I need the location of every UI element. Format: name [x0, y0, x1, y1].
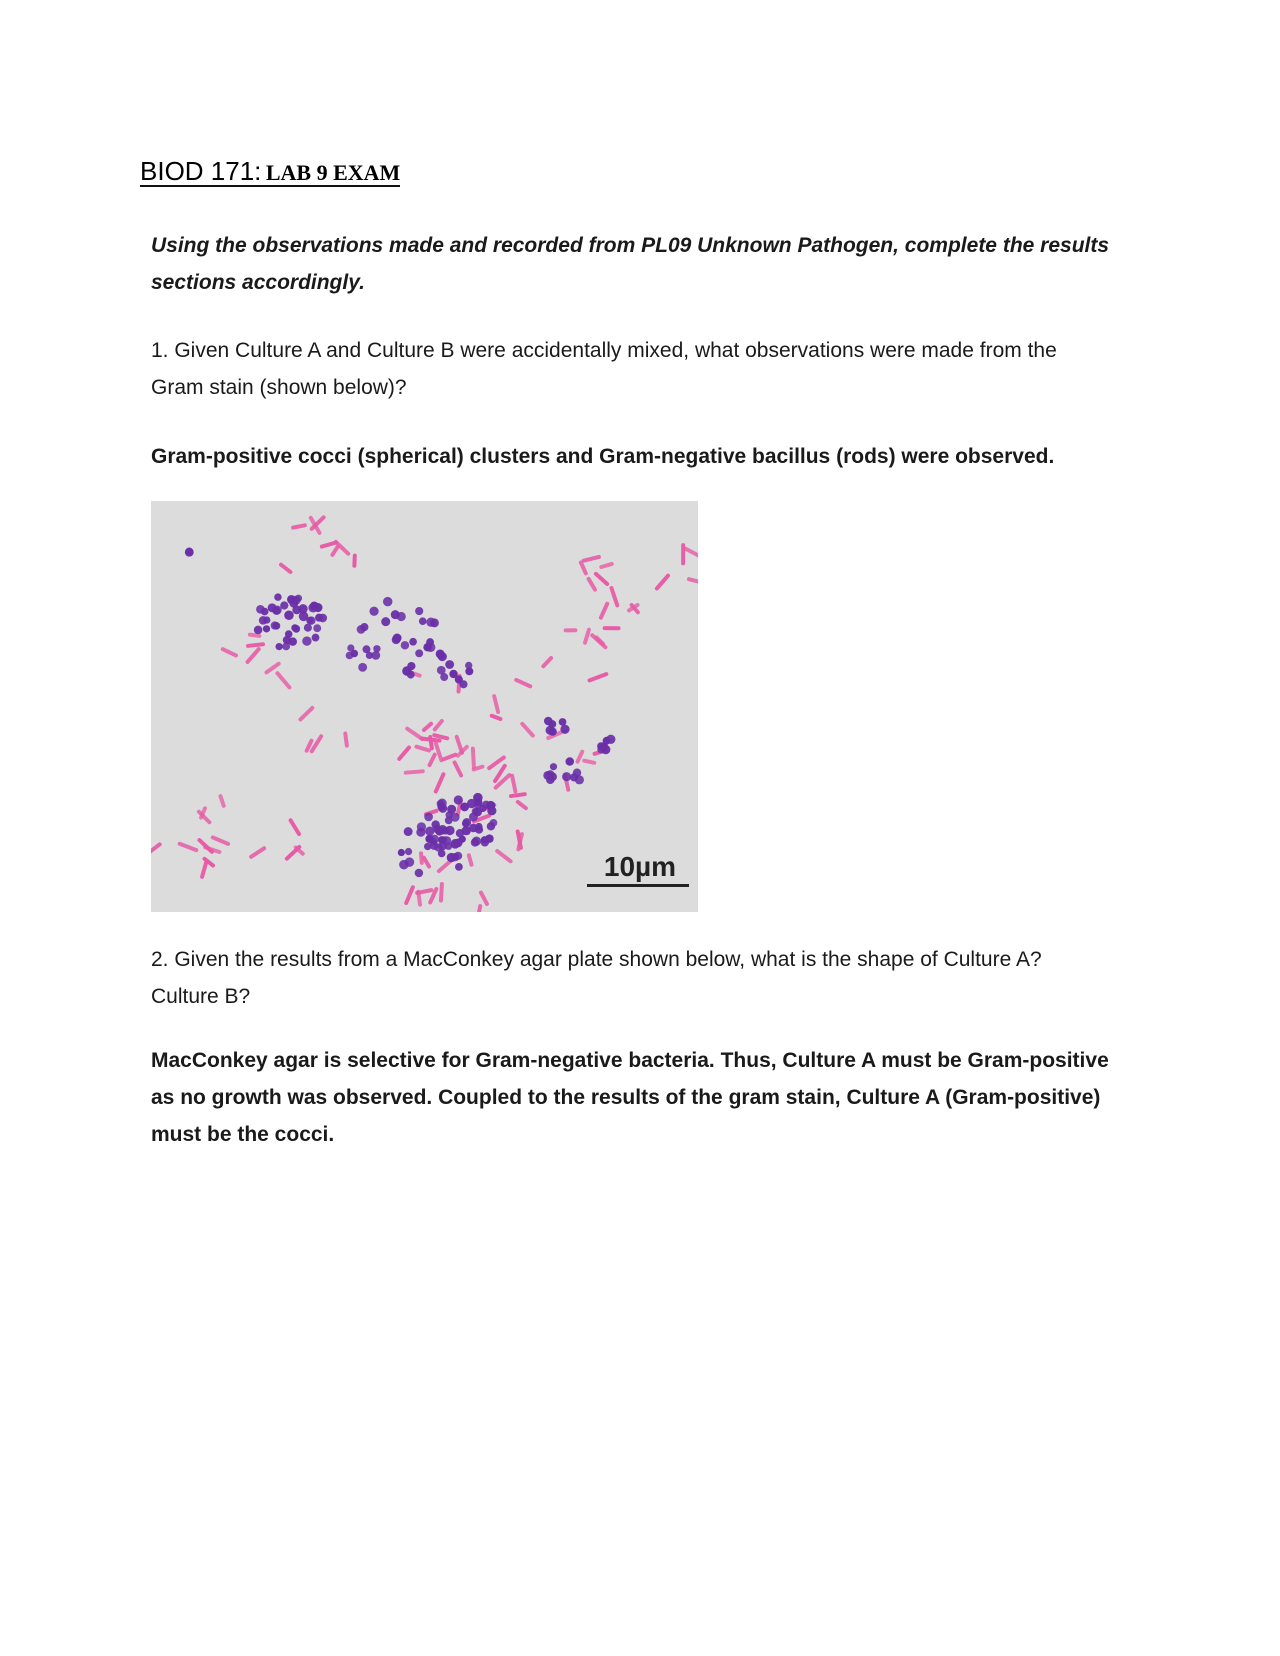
rod-cell [441, 884, 442, 900]
rod-cell [589, 579, 595, 590]
coccus-cell [280, 601, 288, 609]
rod-cell [406, 771, 423, 772]
rod-cell [332, 547, 337, 555]
coccus-cell [409, 638, 417, 646]
rod-cell [689, 579, 698, 581]
coccus-cell [426, 617, 435, 626]
coccus-cell [447, 805, 456, 814]
coccus-cell [548, 720, 556, 728]
rod-cell [444, 755, 456, 759]
coccus-cell [373, 645, 380, 652]
rod-cell [584, 557, 599, 561]
coccus-cell [597, 742, 605, 750]
coccus-cell [357, 625, 366, 634]
coccus-cell [304, 624, 312, 632]
coccus-cell [575, 775, 584, 784]
coccus-cell [313, 603, 322, 612]
coccus-cell [465, 667, 473, 675]
scale-bar-label: 10µm [603, 851, 677, 882]
coccus-cell [472, 836, 481, 845]
coccus-cell [425, 835, 433, 843]
rod-cell [430, 755, 435, 766]
coccus-cell [549, 728, 557, 736]
instructions-text: Using the observations made and recorded from PL09 Unknown Pathogen, complete the results sections accordingly. [151, 234, 1110, 294]
coccus-cell [455, 863, 463, 871]
gram-stain-micrograph [151, 501, 698, 912]
rod-cell [250, 635, 259, 636]
coccus-cell [313, 624, 321, 632]
coccus-cell [438, 850, 446, 858]
coccus-cell [481, 838, 489, 846]
page-title [140, 158, 400, 187]
coccus-cell [271, 621, 279, 629]
rod-cell [436, 743, 442, 760]
coccus-cell [454, 795, 463, 804]
coccus-cell [381, 617, 390, 626]
rod-cell [220, 796, 223, 806]
coccus-cell [445, 660, 454, 669]
rod-cell [543, 658, 551, 666]
coccus-cell [415, 649, 423, 657]
coccus-cell [415, 607, 423, 615]
rod-cell [511, 794, 525, 796]
rod-cell [421, 853, 422, 863]
question-1: 1. Given Culture A and Culture B were accidentally mixed, what observations were made from the Gram stain (shown below)? [151, 339, 1057, 399]
rod-cell [418, 892, 420, 905]
rod-cell [345, 734, 347, 746]
rod-cell [601, 564, 611, 567]
question-2: 2. Given the results from a MacConkey agar plate shown below, what is the shape of Culture A? Culture B? [151, 948, 1042, 1008]
rod-cell [424, 724, 431, 730]
rod-cell [248, 644, 263, 646]
rod-cell [424, 858, 429, 867]
rod-cell [406, 887, 413, 903]
coccus-cell [407, 662, 415, 670]
coccus-cell [417, 822, 426, 831]
rod-cell [590, 674, 607, 680]
answer-1: Gram-positive cocci (spherical) clusters and Gram-negative bacillus (rods) were observed. [151, 445, 1055, 468]
coccus-cell [460, 803, 469, 812]
rod-cell [584, 761, 594, 763]
coccus-cell [438, 836, 446, 844]
rod-cell [512, 776, 515, 792]
rod-cell [578, 752, 583, 762]
coccus-cell [606, 735, 615, 744]
rod-cell [494, 696, 498, 712]
coccus-cell [263, 625, 270, 632]
coccus-cell [560, 725, 569, 734]
rod-cell [492, 716, 501, 719]
coccus-cell [450, 813, 459, 822]
coccus-cell [543, 771, 552, 780]
rod-cell [435, 721, 442, 729]
scale-bar [587, 884, 689, 887]
coccus-cell [450, 839, 460, 849]
rod-cell [199, 840, 212, 852]
coccus-cell [392, 635, 401, 644]
coccus-cell [405, 857, 414, 866]
rod-cell [439, 861, 451, 872]
rod-cell [312, 736, 321, 751]
rod-cell [248, 649, 259, 662]
coccus-cell [312, 634, 320, 642]
coccus-cell [263, 616, 270, 623]
coccus-cell [438, 804, 447, 813]
coccus-cell [404, 827, 413, 836]
coccus-cell [426, 643, 435, 652]
coccus-cell [562, 772, 571, 781]
rod-cell [581, 563, 586, 574]
rod-cell [478, 906, 480, 912]
rod-cell [457, 737, 462, 753]
coccus-cell [447, 853, 456, 862]
rod-cell [296, 847, 303, 853]
rod-cell [436, 774, 444, 791]
gram-positive-cocci [185, 548, 616, 878]
coccus-cell [455, 675, 463, 683]
coccus-cell [299, 612, 309, 622]
rod-cell [685, 549, 698, 557]
rod-cell [322, 543, 336, 547]
rod-cell [281, 565, 290, 572]
coccus-cell [274, 593, 281, 600]
coccus-cell [462, 826, 471, 835]
coccus-cell [401, 641, 409, 649]
rod-cell [518, 802, 526, 808]
coccus-cell [405, 848, 412, 855]
rod-cell [213, 837, 228, 843]
coccus-cell [425, 826, 434, 835]
course-code: BIOD 171: [140, 156, 262, 186]
rod-cell [266, 664, 278, 673]
answer-2: MacConkey agar is selective for Gram-negative bacteria. Thus, Culture A must be Gram-positive as no growth was observed. Coupled to the results of the gram stain, Culture A (Gram-positive) must be the cocci. [151, 1049, 1109, 1146]
rod-cell [151, 844, 160, 852]
rod-cell [202, 863, 206, 877]
coccus-cell [437, 666, 446, 675]
exam-title: LAB 9 EXAM [265, 160, 401, 185]
rod-cell [455, 762, 462, 775]
rod-cell [430, 737, 432, 748]
rod-cell [596, 574, 607, 584]
rod-cell [585, 630, 589, 643]
rod-cell [469, 855, 472, 864]
rod-cell [489, 757, 504, 768]
coccus-cell [475, 825, 483, 833]
rod-cell [473, 749, 474, 767]
coccus-cell [415, 869, 423, 877]
coccus-cell [362, 645, 370, 653]
rod-cell [522, 724, 533, 736]
coccus-cell [347, 644, 354, 651]
coccus-cell [559, 718, 567, 726]
coccus-cell [383, 597, 392, 606]
coccus-cell [289, 599, 298, 608]
rod-cell [601, 604, 607, 618]
coccus-cell [254, 626, 263, 635]
coccus-cell [307, 616, 315, 624]
rod-cell [399, 747, 409, 758]
rod-cell [293, 525, 305, 527]
rod-cell [516, 680, 530, 686]
coccus-cell [419, 617, 427, 625]
coccus-cell [487, 806, 496, 815]
rod-cell [434, 735, 447, 738]
coccus-cell [424, 843, 431, 850]
coccus-cell [256, 605, 265, 614]
rod-cell [611, 588, 617, 605]
coccus-cell [273, 606, 282, 615]
rod-cell [481, 893, 487, 904]
coccus-cell [397, 612, 406, 621]
coccus-cell [358, 663, 367, 672]
coccus-cell [398, 849, 405, 856]
rod-cell [657, 576, 668, 589]
coccus-cell [283, 636, 291, 644]
rod-cell [251, 848, 264, 857]
rod-cell [277, 673, 289, 687]
rod-cell [291, 820, 299, 834]
coccus-cell [302, 636, 311, 645]
rod-cell [223, 649, 236, 655]
coccus-cell [369, 607, 378, 616]
coccus-cell [550, 763, 557, 770]
coccus-cell [438, 652, 447, 661]
coccus-cell [292, 625, 300, 633]
coccus-cell [284, 610, 294, 620]
coccus-cell [185, 548, 193, 556]
coccus-cell [275, 643, 282, 650]
rod-cell [416, 747, 429, 751]
rod-cell [300, 708, 312, 720]
rod-cell [180, 844, 197, 850]
coccus-cell [565, 757, 573, 765]
coccus-cell [490, 819, 498, 827]
rod-cell [407, 729, 422, 739]
coccus-cell [318, 614, 327, 623]
coccus-cell [435, 827, 443, 835]
coccus-cell [424, 813, 433, 822]
coccus-cell [473, 808, 482, 817]
rod-cell [497, 851, 510, 861]
